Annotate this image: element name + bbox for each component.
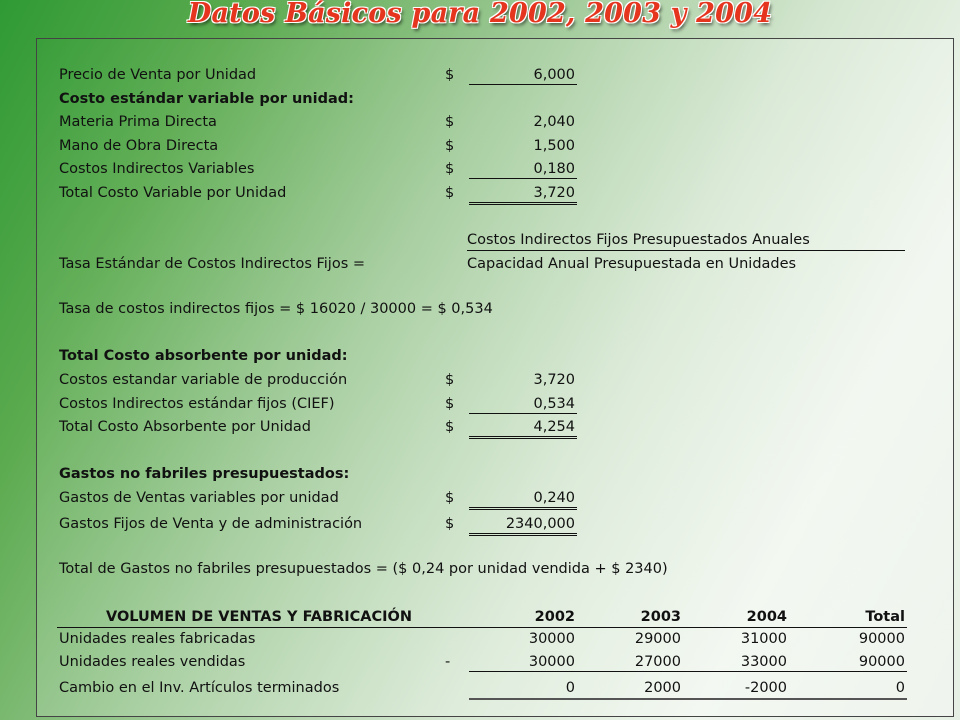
double-underline: [469, 533, 577, 536]
costo-absorbente-total-value: 4,254: [533, 419, 575, 435]
costo-absorbente-row-label: Costos estandar variable de producción: [59, 372, 348, 388]
costo-variable-heading: Costo estándar variable por unidad:: [59, 91, 354, 107]
currency-sign: $: [445, 490, 455, 506]
tasa-denominator: Capacidad Anual Presupuestada en Unidades: [467, 256, 797, 272]
gastos-heading: Gastos no fabriles presupuestados:: [59, 466, 350, 482]
table-cell: 30000: [528, 631, 575, 647]
table-cell: 0: [895, 680, 905, 696]
costo-variable-row-value: 2,040: [533, 114, 575, 130]
currency-sign: $: [445, 114, 455, 130]
gastos-row-label: Gastos Fijos de Venta y de administración: [59, 516, 363, 532]
gastos-row-value: 2340,000: [505, 516, 575, 532]
volumen-header-2004: 2004: [746, 609, 787, 625]
costo-absorbente-total-label: Total Costo Absorbente por Unidad: [59, 419, 312, 435]
costo-variable-row-label: Costos Indirectos Variables: [59, 161, 255, 177]
data-panel: [36, 38, 954, 717]
table-cell: -2000: [744, 680, 787, 696]
table-cell: 30000: [528, 654, 575, 670]
table-row-label: Unidades reales fabricadas: [59, 631, 256, 647]
table-cell: 2000: [644, 680, 681, 696]
page-title: Datos Básicos para 2002, 2003 y 2004: [187, 0, 773, 29]
costo-variable-total-value: 3,720: [533, 185, 575, 201]
table-rule: [469, 671, 907, 672]
double-underline: [469, 436, 577, 439]
table-cell: 27000: [634, 654, 681, 670]
table-cell: 90000: [858, 654, 905, 670]
costo-absorbente-heading: Total Costo absorbente por unidad:: [59, 348, 348, 364]
tasa-calc: Tasa de costos indirectos fijos = $ 16020 / 30000 = $ 0,534: [59, 301, 493, 317]
costo-variable-row-value: 0,180: [533, 161, 575, 177]
tasa-label: Tasa Estándar de Costos Indirectos Fijos =: [59, 256, 366, 272]
currency-sign: $: [445, 396, 455, 412]
double-underline: [469, 507, 577, 510]
gastos-total: Total de Gastos no fabriles presupuestados = ($ 0,24 por unidad vendida + $ 2340): [59, 561, 668, 577]
table-row-label: Unidades reales vendidas: [59, 654, 246, 670]
costo-variable-total-label: Total Costo Variable por Unidad: [59, 185, 287, 201]
currency-sign: $: [445, 372, 455, 388]
currency-sign: $: [445, 516, 455, 532]
minus-sign: -: [445, 654, 451, 670]
table-cell: 31000: [740, 631, 787, 647]
volumen-header-2003: 2003: [640, 609, 681, 625]
double-underline: [469, 202, 577, 205]
table-cell: 0: [565, 680, 575, 696]
currency-sign: $: [445, 67, 455, 83]
precio-venta-label: Precio de Venta por Unidad: [59, 67, 257, 83]
currency-sign: $: [445, 161, 455, 177]
table-cell: 33000: [740, 654, 787, 670]
currency-sign: $: [445, 185, 455, 201]
gastos-row-label: Gastos de Ventas variables por unidad: [59, 490, 339, 506]
volumen-header-total: Total: [865, 609, 905, 625]
volumen-header-title: VOLUMEN DE VENTAS Y FABRICACIÓN: [105, 609, 413, 625]
table-cell: 29000: [634, 631, 681, 647]
currency-sign: $: [445, 138, 455, 154]
gastos-row-value: 0,240: [533, 490, 575, 506]
costo-absorbente-row-label: Costos Indirectos estándar fijos (CIEF): [59, 396, 335, 412]
table-cell: 90000: [858, 631, 905, 647]
table-header-rule: [57, 627, 907, 628]
underline: [469, 413, 577, 414]
volumen-header-2002: 2002: [534, 609, 575, 625]
precio-venta-value: 6,000: [533, 67, 575, 83]
costo-absorbente-row-value: 3,720: [533, 372, 575, 388]
costo-absorbente-row-value: 0,534: [533, 396, 575, 412]
tasa-numerator: Costos Indirectos Fijos Presupuestados Anuales: [467, 232, 810, 248]
underline: [469, 178, 577, 179]
costo-variable-row-value: 1,500: [533, 138, 575, 154]
table-row-label: Cambio en el Inv. Artículos terminados: [59, 680, 340, 696]
costo-variable-row-label: Materia Prima Directa: [59, 114, 217, 130]
underline: [469, 84, 577, 85]
costo-variable-row-label: Mano de Obra Directa: [59, 138, 219, 154]
fraction-bar: [467, 250, 905, 251]
currency-sign: $: [445, 419, 455, 435]
table-total-rule: [469, 698, 907, 700]
